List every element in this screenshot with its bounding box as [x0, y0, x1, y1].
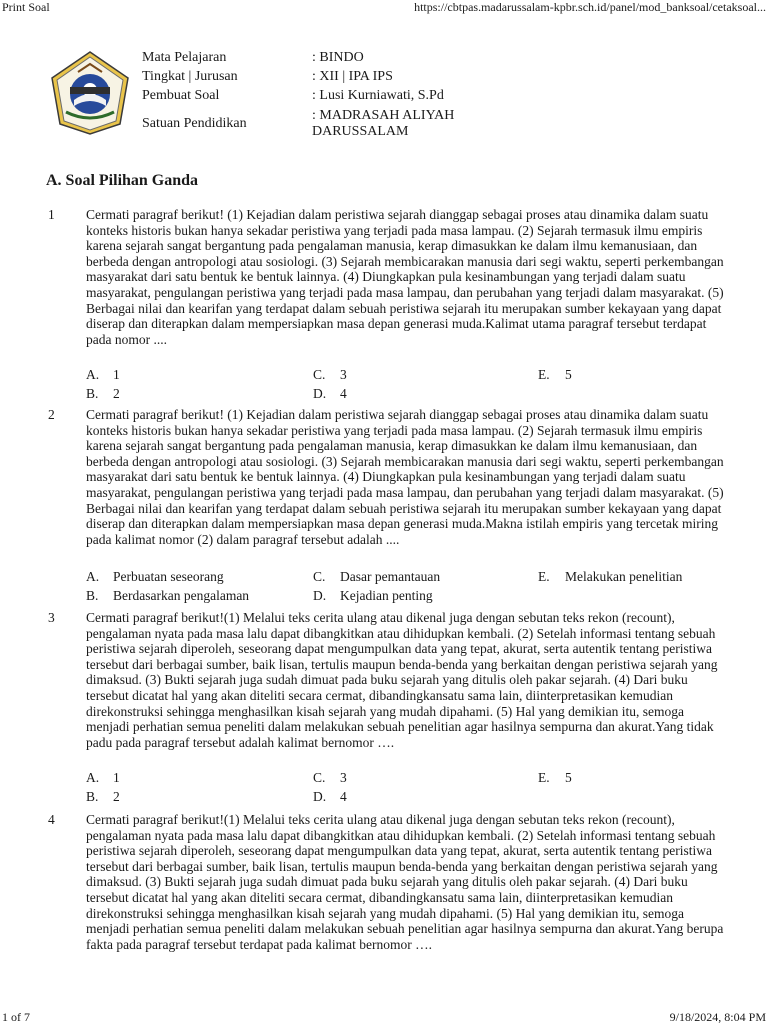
info-value-author: : Lusi Kurniawati, S.Pd	[312, 88, 444, 103]
option-b: B. Berdasarkan pengalaman	[86, 588, 250, 603]
question-number: 3	[48, 610, 55, 625]
option-a: A. 1	[86, 367, 120, 382]
question-text: Cermati paragraf berikut!(1) Melalui teks cerita ulang atau dikenal juga dengan sebutan teks rekon (recount), pengalaman nyata pada masa lalu dapat dibangkitkan atau dihidupkan kembali. (2) Setelah informasi tentang sebuah peristiwa sejarah diperoleh, seseorang dapat mengumpulkan data yang tepat, akurat, serta autentik tentang peristiwa tersebut dari berbagai sumber, baik lisan, tertulis maupun benda-benda yang berkaitan dengan peristiwa sejarah yang dimaksud. (3) Bukti sejarah juga sudah dimuat pada buku sejarah yang ditulis oleh pakar sejarah. (4) Dari buku tersebut dicatat hal yang akan diteliti secara cermat, dibandingkansatu sama lain, diinterpretasikan kemudian direkonstruksi sehingga menghasilkan kisah sejarah yang mudah dipahami. (5) Hal yang demikian itu, semoga menjadi perhatian semua peneliti dalam melakukan sebuah penelitian agar hasilnya sempurna dan akurat.Yang tidak padu pada paragraf tersebut adalah kalimat bernomor ….	[86, 610, 718, 750]
option-a: A. 1	[86, 770, 120, 785]
option-a: A. Perbuatan seseorang	[86, 569, 224, 584]
print-title: Print Soal	[2, 0, 50, 14]
school-logo	[50, 50, 130, 136]
option-d: D. 4	[313, 386, 347, 401]
question-number: 1	[48, 207, 55, 222]
print-url: https://cbtpas.madarussalam-kpbr.sch.id/panel/mod_banksoal/cetaksoal...	[414, 0, 766, 14]
print-datetime: 9/18/2024, 8:04 PM	[669, 1010, 766, 1024]
page-indicator: 1 of 7	[2, 1010, 30, 1024]
question-number: 4	[48, 812, 55, 827]
info-label-school: Satuan Pendidikan	[142, 116, 247, 131]
section-title: A. Soal Pilihan Ganda	[46, 172, 199, 189]
question-text: Cermati paragraf berikut! (1) Kejadian dalam peristiwa sejarah dianggap sebagai proses atau dinamika dalam suatu konteks historis bukan hanya sekadar peristiwa yang terjadi pada masa lampau. (2) Sejarah termasuk ilmu empiris karena sejarah sangat bergantung pada pengalaman manusia, kerap dimasukkan ke dalam ilmu kemanusiaan, dan berbeda dengan antropologi atau sosiologi. (3) Sejarah membicarakan manusia dari segi waktu, seperti perkembangan masyarakat dari satu bentuk ke bentuk lainnya. (4) Diungkapkan pula kesinambungan yang terjadi dalam suatu masyarakat, pengulangan peristiwa yang terjadi pada masa lampau, dan perubahan yang terjadi dalam masyarakat. (5) Berbagai nilai dan kearifan yang terdapat dalam sebuah peristiwa sejarah itu merupakan sumber kekayaan yang dapat diserap dan diterapkan dalam mempersiapkan masa depan generasi muda.Kalimat utama paragraf tersebut terdapat pada nomor ....	[86, 207, 724, 347]
info-value-school: : MADRASAH ALIYAH DARUSSALAM	[312, 108, 455, 139]
question-text: Cermati paragraf berikut! (1) Kejadian dalam peristiwa sejarah dianggap sebagai proses atau dinamika dalam suatu konteks historis bukan hanya sekadar peristiwa yang terjadi pada masa lampau. (2) Sejarah termasuk ilmu empiris karena sejarah sangat bergantung pada pengalaman manusia, kerap dimasukkan ke dalam ilmu kemanusiaan, dan berbeda dengan antropologi atau sosiologi. (3) Sejarah membicarakan manusia dari segi waktu, seperti perkembangan masyarakat dari satu bentuk ke bentuk lainnya. (4) Diungkapkan pula kesinambungan yang terjadi dalam suatu masyarakat, pengulangan peristiwa yang terjadi pada masa lampau, dan perubahan yang terjadi dalam masyarakat. (5) Berbagai nilai dan kearifan yang terdapat dalam sebuah peristiwa sejarah itu merupakan sumber kekayaan yang dapat diserap dan diterapkan dalam mempersiapkan masa depan generasi muda.Makna istilah empiris yang tercetak miring pada kalimat nomor (2) dalam paragraf tersebut adalah ....	[86, 407, 724, 547]
option-d: D. 4	[313, 789, 347, 804]
option-c: C. 3	[313, 367, 347, 382]
option-b: B. 2	[86, 386, 120, 401]
option-e: E. 5	[538, 770, 572, 785]
info-label-subject: Mata Pelajaran	[142, 50, 227, 65]
question-text: Cermati paragraf berikut!(1) Melalui teks cerita ulang atau dikenal juga dengan sebutan teks rekon (recount), pengalaman nyata pada masa lalu dapat dibangkitkan atau dihidupkan kembali. (2) Setelah informasi tentang sebuah peristiwa sejarah diperoleh, seseorang dapat mengumpulkan data yang tepat, akurat, serta autentik tentang peristiwa tersebut dari berbagai sumber, baik lisan, tertulis maupun benda-benda yang berkaitan dengan peristiwa sejarah yang dimaksud. (3) Bukti sejarah juga sudah dimuat pada buku sejarah yang ditulis oleh pakar sejarah. (4) Dari buku tersebut dicatat hal yang akan diteliti secara cermat, dibandingkansatu sama lain, diinterpretasikan kemudian direkonstruksi sehingga menghasilkan kisah sejarah yang mudah dipahami. (5) Hal yang demikian itu, semoga menjadi perhatian semua peneliti dalam melakukan sebuah penelitian agar hasilnya sempurna dan akurat.Yang berupa fakta pada paragraf tersebut terdapat pada kalimat bernomor ….	[86, 812, 724, 952]
question-number: 2	[48, 407, 55, 422]
info-value-subject: : BINDO	[312, 50, 364, 65]
option-b: B. 2	[86, 789, 120, 804]
option-e: E. Melakukan penelitian	[538, 569, 683, 584]
option-e: E. 5	[538, 367, 572, 382]
info-label-grade: Tingkat | Jurusan	[142, 69, 238, 84]
info-value-grade: : XII | IPA IPS	[312, 69, 393, 84]
info-label-author: Pembuat Soal	[142, 88, 220, 103]
option-d: D. Kejadian penting	[313, 588, 433, 603]
option-c: C. Dasar pemantauan	[313, 569, 441, 584]
option-c: C. 3	[313, 770, 347, 785]
